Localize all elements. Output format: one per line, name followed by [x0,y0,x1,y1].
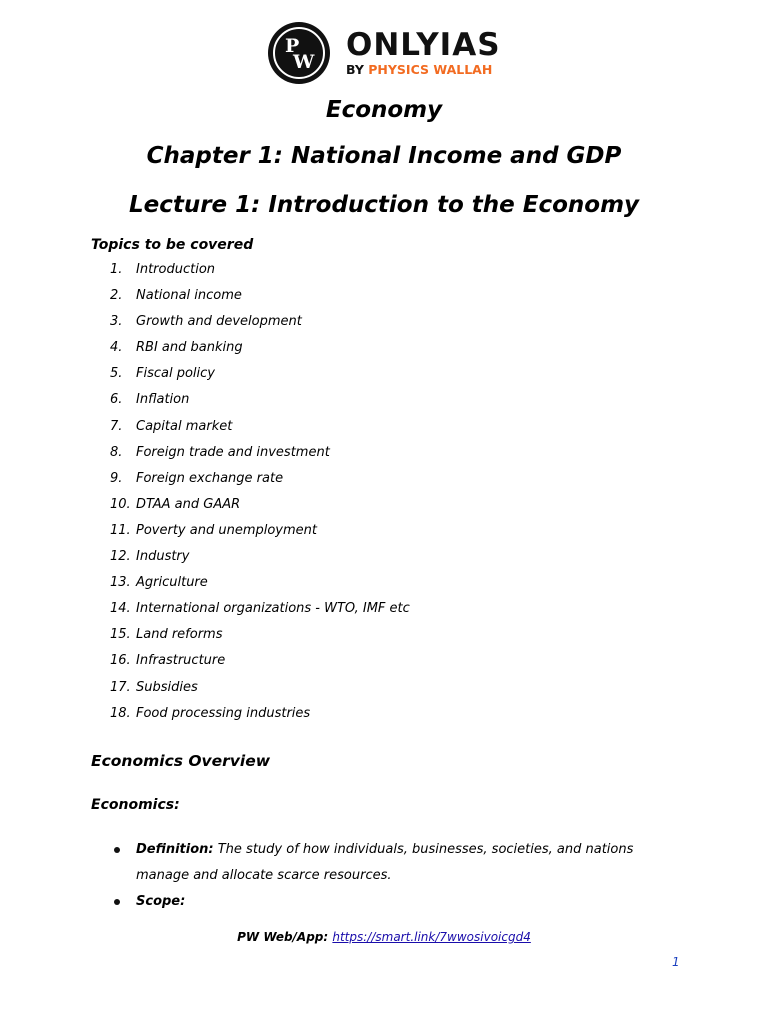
footer [0,930,768,944]
onlyias-logo [268,22,501,84]
topics-heading: Topics to be covered [91,237,254,253]
bullet-label: Scope: [136,894,186,909]
topic-item [110,497,410,523]
topic-number: 5. [110,366,123,382]
bullet-definition [114,837,674,889]
topic-item [110,392,410,418]
brand-name-a: ONLY [346,26,440,63]
subject-title: Economy [325,97,443,123]
bullet-dot-icon [114,899,120,905]
bullet-scope [114,889,674,915]
topic-number: 2. [110,288,123,304]
topic-item [110,549,410,575]
topic-item [110,706,410,732]
topic-number: 6. [110,392,123,408]
topic-text: Inflation [136,392,190,408]
topic-text: Introduction [136,262,216,277]
topic-item [110,601,410,627]
section-heading: Economics Overview [91,752,271,770]
topic-item [110,523,410,549]
topic-number: 13. [110,575,131,591]
topic-number: 18. [110,705,131,721]
topic-item [110,680,410,706]
topic-number: 11. [110,522,131,538]
brand-company: PHYSICS WALLAH [368,61,493,77]
topic-text: Growth and development [136,314,302,330]
footer-label: PW Web/App: [237,930,333,944]
topic-item [110,366,410,392]
topic-text: Agriculture [136,575,208,591]
topic-number: 16. [110,653,131,669]
sub-heading: Economics: [91,797,180,813]
topic-item [110,445,410,471]
topic-item [110,575,410,601]
bullet-text: The study of how individuals, businesses, societies, and nations manage and allocate scarce resources. [136,842,634,883]
topic-number: 4. [110,340,123,356]
logo-letter-p: P [285,35,300,57]
topic-number: 1. [110,262,123,277]
topic-number: 10. [110,496,131,512]
topic-number: 14. [110,601,131,617]
topic-number: 7. [110,418,123,434]
topic-item [110,653,410,679]
topic-text: Land reforms [136,627,223,643]
topic-text: National income [136,288,242,304]
brand-name-b: IAS [439,26,501,63]
overview-bullets [114,837,674,915]
footer-link[interactable]: https://smart.link/7wwosivoicgd4 [332,930,531,944]
topic-text: Foreign exchange rate [136,470,284,486]
logo-letter-w: W [293,51,315,73]
topic-number: 12. [110,549,131,565]
page-number: 1 [672,955,680,969]
brand-wordmark [346,26,501,77]
topic-item [110,627,410,653]
topic-text: Poverty and unemployment [136,522,317,538]
topic-number: 15. [110,627,131,643]
pw-logo-icon [268,22,330,84]
topic-item [110,314,410,340]
topic-number: 8. [110,444,123,460]
topic-item [110,340,410,366]
topic-item [110,419,410,445]
topic-text: Industry [136,549,190,565]
topic-item [110,471,410,497]
brand-by: BY [346,61,369,77]
topic-text: Subsidies [136,679,198,695]
lecture-title: Lecture 1: Introduction to the Economy [128,192,640,218]
topic-text: Capital market [136,418,233,434]
topic-text: RBI and banking [136,340,243,356]
topic-number: 3. [110,314,123,330]
topic-text: Infrastructure [136,653,226,669]
topic-text: Food processing industries [136,705,311,721]
bullet-label: Definition: [136,842,214,857]
topics-list [110,262,410,732]
topic-number: 17. [110,679,131,695]
topic-text: Fiscal policy [136,366,215,382]
topic-number: 9. [110,470,123,486]
topic-text: Foreign trade and investment [136,444,330,460]
topic-text: DTAA and GAAR [136,496,241,512]
topic-item [110,288,410,314]
topic-text: International organizations - WTO, IMF etc [136,601,410,617]
bullet-dot-icon [114,847,120,853]
chapter-title: Chapter 1: National Income and GDP [146,143,622,169]
topic-item [110,262,410,288]
